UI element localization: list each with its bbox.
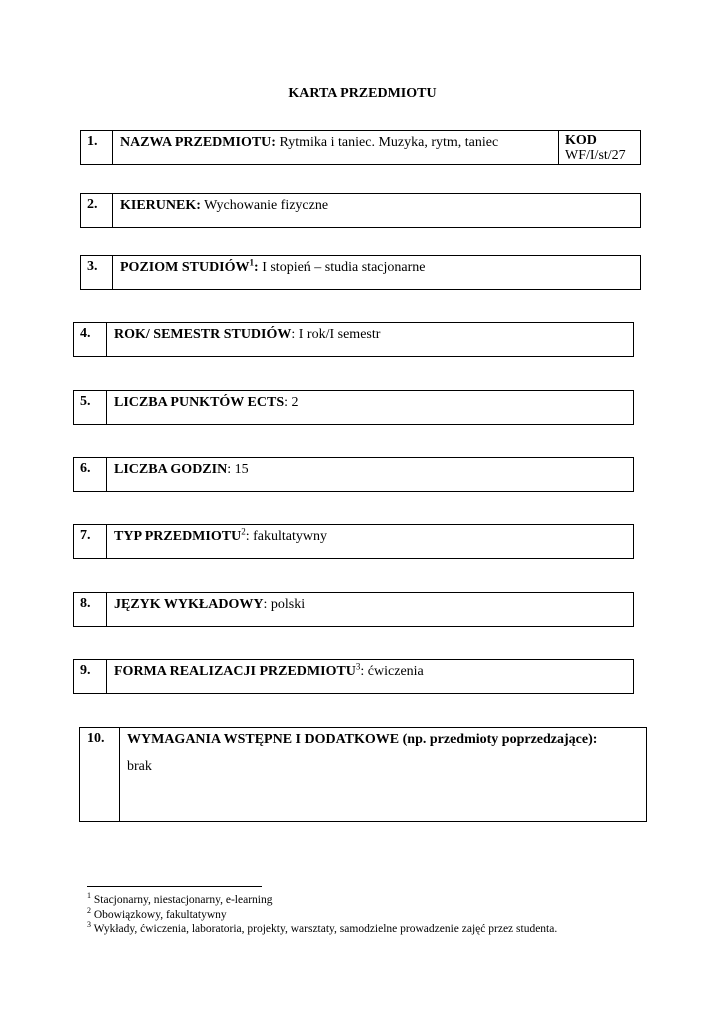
footnote-number: 1 — [87, 891, 91, 901]
field-label: LICZBA GODZIN — [114, 462, 228, 477]
field-number: 8. — [74, 593, 107, 626]
field-language — [73, 592, 634, 627]
field-value: : 2 — [284, 395, 299, 410]
footnote-ref: 2 — [241, 526, 246, 537]
footnote-ref: 3 — [355, 661, 361, 672]
footnote-text: Stacjonarny, niestacjonarny, e-learning — [91, 894, 273, 906]
field-content — [113, 131, 558, 164]
field-delivery-form — [73, 659, 634, 694]
field-number: 5. — [74, 391, 107, 424]
field-content — [120, 728, 646, 821]
field-value: Wychowanie fizyczne — [200, 198, 329, 213]
footnote-ref: 1 — [249, 257, 255, 268]
field-value: : ćwiczenia — [360, 664, 424, 679]
field-value: I stopień – studia stacjonarne — [258, 260, 426, 275]
footnote-text: Obowiązkowy, fakultatywny — [91, 909, 227, 921]
field-number: 4. — [74, 323, 107, 356]
field-ects-points — [73, 390, 634, 425]
field-number: 10. — [80, 728, 120, 821]
field-content — [107, 458, 633, 491]
field-prerequisites — [79, 727, 647, 822]
footnote-divider — [87, 886, 262, 887]
footnote-number: 2 — [87, 906, 91, 916]
field-content — [113, 256, 640, 289]
field-year-semester — [73, 322, 634, 357]
field-hours — [73, 457, 634, 492]
footnote — [87, 920, 558, 935]
field-course-type — [73, 524, 634, 559]
field-value: brak — [127, 759, 152, 774]
document-title: KARTA PRZEDMIOTU — [288, 86, 437, 101]
field-content — [113, 194, 640, 227]
field-number: 7. — [74, 525, 107, 558]
field-content — [107, 323, 633, 356]
footnote-number: 3 — [87, 920, 91, 930]
field-label: NAZWA PRZEDMIOTU: — [120, 135, 276, 150]
field-number: 2. — [81, 194, 113, 227]
field-value: : polski — [263, 597, 306, 612]
field-number: 6. — [74, 458, 107, 491]
field-direction — [80, 193, 641, 228]
field-value: : I rok/I semestr — [291, 327, 381, 342]
field-label: FORMA REALIZACJI PRZEDMIOTU — [114, 664, 356, 679]
field-value: : fakultatywny — [245, 529, 327, 544]
field-value: : 15 — [227, 462, 249, 477]
field-course-name — [80, 130, 641, 165]
field-study-level — [80, 255, 641, 290]
field-label: POZIOM STUDIÓW — [120, 260, 250, 275]
field-label: KIERUNEK: — [120, 198, 201, 213]
course-code-value: WF/I/st/27 — [565, 148, 626, 163]
field-content — [107, 660, 633, 693]
course-code-label: KOD — [565, 133, 597, 148]
field-label: ROK/ SEMESTR STUDIÓW — [114, 327, 292, 342]
field-label-suffix: : — [254, 260, 259, 275]
course-code-cell — [558, 131, 640, 164]
field-number: 9. — [74, 660, 107, 693]
field-content — [107, 391, 633, 424]
field-label: LICZBA PUNKTÓW ECTS — [114, 395, 285, 410]
field-value: Rytmika i taniec. Muzyka, rytm, taniec — [275, 135, 499, 150]
field-label: TYP PRZEDMIOTU — [114, 529, 242, 544]
field-number: 1. — [81, 131, 113, 164]
field-content — [107, 525, 633, 558]
field-number: 3. — [81, 256, 113, 289]
footnote — [87, 891, 273, 906]
footnote-text: Wykłady, ćwiczenia, laboratoria, projekty, warsztaty, samodzielne prowadzenie zajęć przez studenta. — [91, 923, 558, 935]
field-content — [107, 593, 633, 626]
footnote — [87, 906, 227, 921]
field-label: JĘZYK WYKŁADOWY — [114, 597, 264, 612]
field-label: WYMAGANIA WSTĘPNE I DODATKOWE (np. przedmioty poprzedzające): — [127, 732, 598, 747]
